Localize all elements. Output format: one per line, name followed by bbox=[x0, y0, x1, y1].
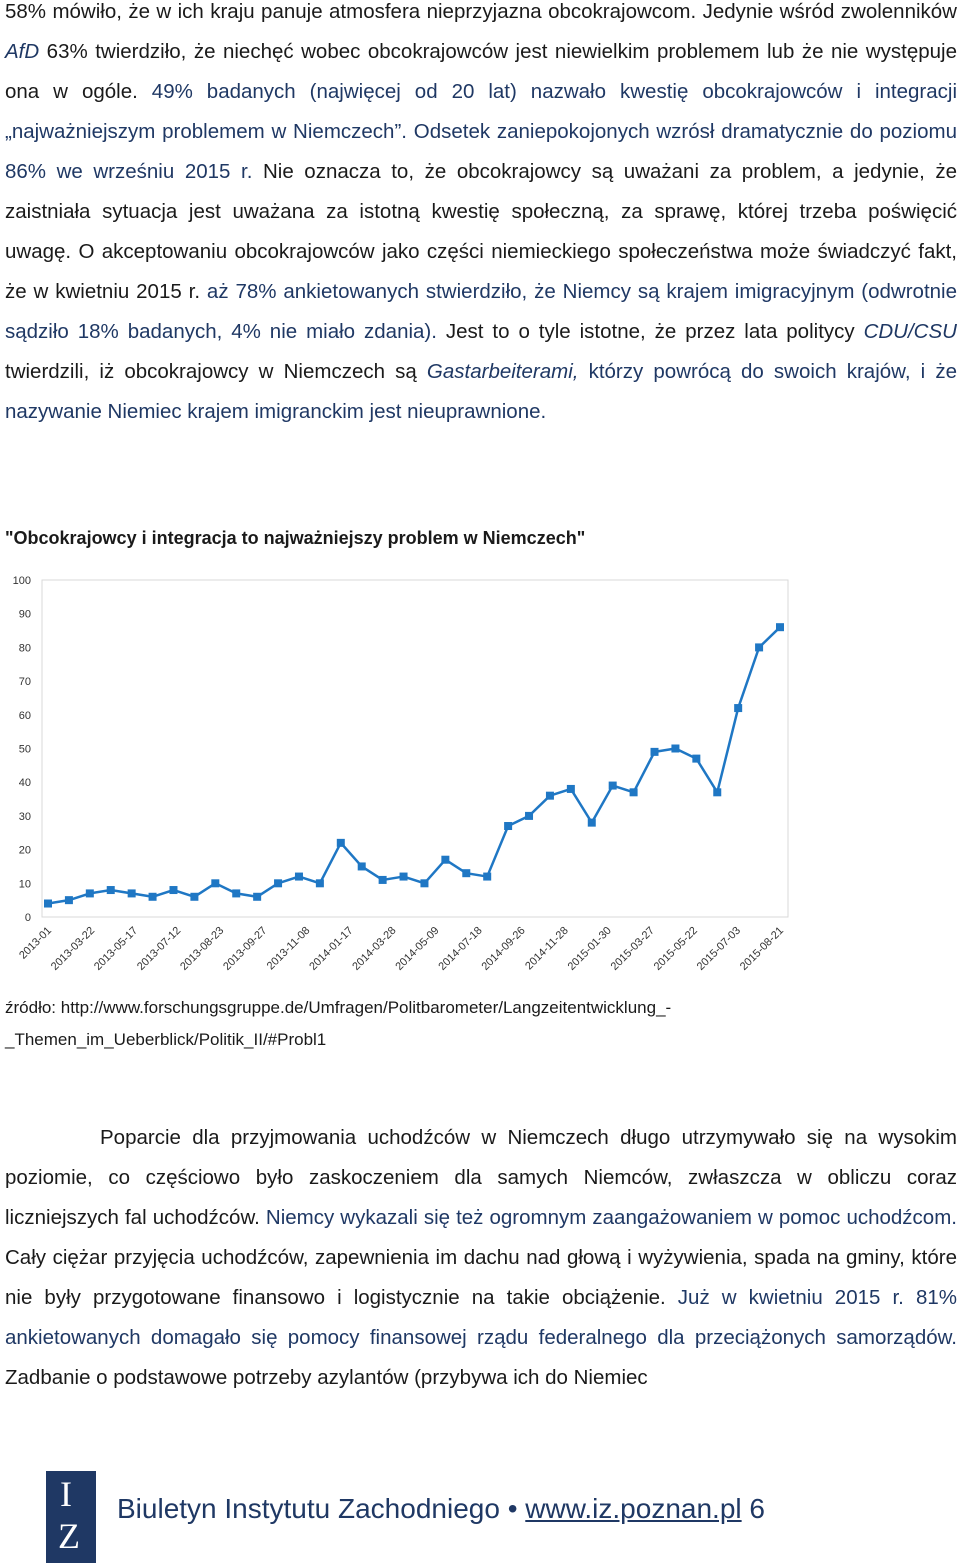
data-point bbox=[211, 879, 219, 887]
data-point bbox=[316, 879, 324, 887]
paragraph-intro: 58% mówiło, że w ich kraju panuje atmosfera nieprzyjazna obcokrajowcom. Jedynie wśród zwolenników AfD 63% twierdziło, że niechęć wobec obcokrajowców jest niewielkim problemem lub że nie występuje ona w ogóle. 49% badanych (najwięcej od 20 lat) nazwało kwestię obcokrajowców i integracji „najważniejszym problemem w Niemczech”. Odsetek zaniepokojonych wzrósł dramatycznie do poziomu 86% we wrześniu 2015 r. Nie oznacza to, że obcokrajowcy są uważani za problem, a jedynie, że zaistniała sytuacja jest uważana za istotną kwestię społeczną, za sprawę, której trzeba poświęcić uwagę. O akceptowaniu obcokrajowców jako części niemieckiego społeczeństwa może świadczyć fakt, że w kwietniu 2015 r. aż 78% ankietowanych stwierdziło, że Niemcy są krajem imigracyjnym (odwrotnie sądziło 18% badanych, 4% nie miało zdania). Jest to o tyle istotne, że przez lata politycy CDU/CSU twierdzili, iż obcokrajowcy w Niemczech są Gastarbeiterami, którzy powrócą do swoich krajów, i że nazywanie Niemiec krajem imigranckim jest nieuprawnione. bbox=[5, 0, 958, 423]
x-tick-label: 2014-09-26 bbox=[479, 924, 528, 973]
y-tick-label: 60 bbox=[18, 709, 31, 722]
data-point bbox=[546, 792, 554, 800]
data-point bbox=[274, 879, 282, 887]
x-tick-label: 2013-01 bbox=[17, 924, 55, 962]
y-tick-label: 70 bbox=[18, 676, 31, 689]
institute-logo: I Z bbox=[46, 1471, 96, 1563]
party-cdu-csu: CDU/CSU bbox=[863, 320, 957, 343]
data-point bbox=[525, 812, 533, 820]
x-tick-label: 2015-03-27 bbox=[608, 924, 657, 973]
x-tick-label: 2013-09-27 bbox=[221, 924, 270, 973]
term-gastarbeiter: Gastarbeiterami, bbox=[426, 360, 579, 383]
x-tick-label: 2014-01-17 bbox=[307, 924, 356, 973]
data-point bbox=[107, 886, 115, 894]
y-tick-label: 20 bbox=[18, 844, 31, 857]
data-point bbox=[755, 643, 763, 651]
data-point bbox=[671, 745, 679, 753]
y-tick-label: 30 bbox=[18, 810, 31, 823]
data-point bbox=[630, 788, 638, 796]
data-point bbox=[713, 788, 721, 796]
data-point bbox=[190, 893, 198, 901]
page-footer bbox=[0, 1465, 960, 1564]
x-tick-label: 2013-11-08 bbox=[264, 924, 313, 973]
x-tick-label: 2013-03-22 bbox=[48, 924, 98, 973]
data-point bbox=[483, 873, 491, 881]
website-link[interactable]: www.iz.poznan.pl bbox=[525, 1493, 742, 1524]
x-tick-label: 2013-07-12 bbox=[135, 924, 184, 973]
data-point bbox=[441, 856, 449, 864]
y-tick-label: 80 bbox=[18, 642, 31, 655]
line-chart bbox=[0, 565, 960, 990]
chart-title: "Obcokrajowcy i integracja to najważniejszy problem w Niemczech" bbox=[5, 528, 586, 548]
x-tick-label: 2013-08-23 bbox=[178, 924, 227, 973]
data-point bbox=[776, 623, 784, 631]
data-point bbox=[400, 873, 408, 881]
y-tick-label: 90 bbox=[18, 608, 31, 621]
x-tick-label: 2015-05-22 bbox=[651, 924, 701, 973]
y-tick-label: 100 bbox=[12, 575, 31, 587]
data-point bbox=[337, 839, 345, 847]
series-line bbox=[48, 627, 780, 903]
y-tick-label: 10 bbox=[18, 878, 31, 891]
data-point bbox=[734, 704, 742, 712]
data-point bbox=[149, 893, 157, 901]
data-point bbox=[692, 755, 700, 763]
x-tick-label: 2014-05-09 bbox=[393, 924, 442, 973]
data-point bbox=[86, 889, 94, 897]
data-point bbox=[567, 785, 575, 793]
data-point bbox=[295, 873, 303, 881]
x-tick-label: 2014-03-28 bbox=[350, 924, 399, 973]
data-point bbox=[253, 893, 261, 901]
data-point bbox=[651, 748, 659, 756]
source-line-2: _Themen_im_Ueberblick/Politik_II/#Probl1 bbox=[5, 1030, 327, 1049]
data-point bbox=[44, 900, 52, 908]
data-point bbox=[462, 869, 470, 877]
paragraph-refugees: Poparcie dla przyjmowania uchodźców w Niemczech długo utrzymywało się na wysokim poziomie, co częściowo było zaskoczeniem dla samych Niemców, zwłaszcza w obliczu coraz liczniejszych fal uchodźców. Niemcy wykazali się też ogromnym zaangażowaniem w pomoc uchodźcom. Cały ciężar przyjęcia uchodźców, zapewnienia im dachu nad głową i wyżywienia, spada na gminy, które nie były przygotowane finansowo i logistycznie na takie obciążenie. Już w kwietniu 2015 r. 81% ankietowanych domagało się pomocy finansowej rządu federalnego dla przeciążonych samorządów. Zadbanie o podstawowe potrzeby azylantów (przybywa ich do Niemiec bbox=[5, 1126, 957, 1389]
data-point bbox=[379, 876, 387, 884]
data-point bbox=[609, 782, 617, 790]
y-tick-label: 50 bbox=[18, 743, 31, 756]
data-point bbox=[232, 889, 240, 897]
data-point bbox=[65, 896, 73, 904]
source-note bbox=[5, 992, 671, 1056]
x-tick-label: 2014-11-28 bbox=[523, 924, 571, 973]
source-line-1: źródło: http://www.forschungsgruppe.de/Umfragen/Politbarometer/Langzeitentwicklung_- bbox=[5, 998, 672, 1017]
footer-text: Biuletyn Instytutu Zachodniego • www.iz.poznan.pl 6 bbox=[117, 1493, 765, 1524]
data-point bbox=[588, 819, 596, 827]
x-tick-label: 2013-05-17 bbox=[91, 924, 141, 973]
x-tick-label: 2015-01-30 bbox=[565, 924, 614, 973]
x-tick-label: 2015-08-21 bbox=[737, 924, 787, 973]
page-number: 6 bbox=[741, 1493, 765, 1524]
data-point bbox=[358, 862, 366, 870]
data-point bbox=[420, 879, 428, 887]
y-tick-label: 0 bbox=[24, 912, 31, 924]
y-tick-label: 40 bbox=[18, 777, 31, 790]
data-point bbox=[169, 886, 177, 894]
data-point bbox=[504, 822, 512, 830]
data-point bbox=[128, 889, 136, 897]
x-tick-label: 2015-07-03 bbox=[694, 924, 744, 973]
x-tick-label: 2014-07-18 bbox=[436, 924, 485, 973]
party-afd: AfD bbox=[5, 40, 40, 63]
